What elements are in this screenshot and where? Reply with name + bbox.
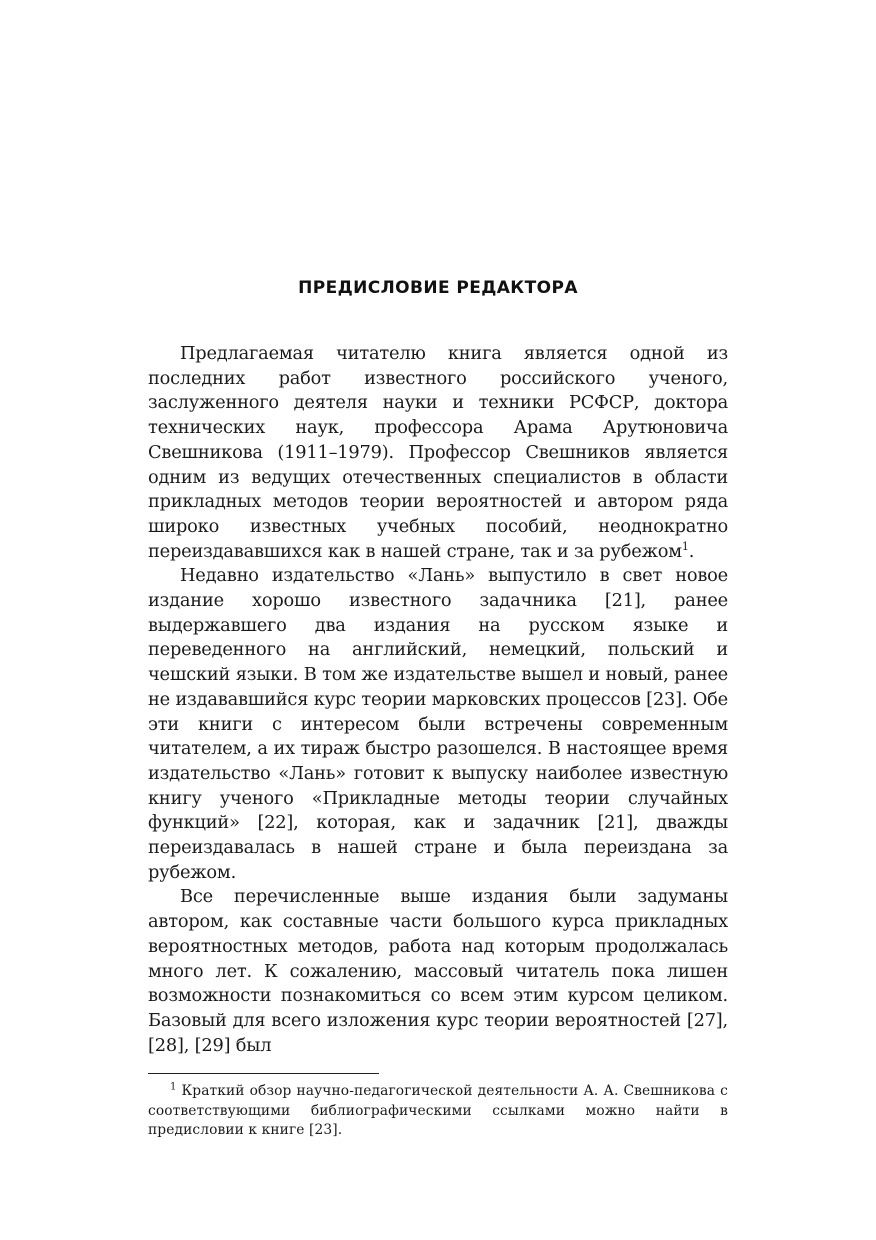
paragraph-1-end: . <box>688 540 695 562</box>
paragraph-3-text: Все перечисленные выше издания были задуманы автором, как составные части большого курса прикладных вероятностных методов, работа над которым продолжалась много лет. К сожалению, массовый читатель пока лишен возможности познакомиться со всем этим курсом целиком. Базовый для всего изложения курс теории вероятностей [27], [28], [29] был <box>148 886 728 1056</box>
body-text <box>148 342 728 1058</box>
footnote-text: Краткий обзор научно-педагогической деятельности А. А. Свешникова с соответствующими библиографическими ссылками можно найти в предисловии к книге [23]. <box>148 1083 728 1138</box>
page-content <box>148 276 728 1140</box>
paragraph-1 <box>148 342 728 564</box>
paragraph-1-text: Предлагаемая читателю книга является одной из последних работ известного российского ученого, заслуженного деятеля науки и техники РСФСР, доктора технических наук, профессора Арама Арутюновича Свешникова (1911–1979). Профессор Свешников является одним из ведущих отечественных специалистов в области прикладных методов теории вероятностей и автором ряда широко известных учебных пособий, неоднократно переиздававшихся как в нашей стране, так и за рубежом <box>148 343 728 562</box>
page-title: ПРЕДИСЛОВИЕ РЕДАКТОРА <box>298 278 578 298</box>
footnote-number: 1 <box>170 1081 177 1093</box>
footnote-divider <box>148 1073 379 1074</box>
paragraph-2-text: Недавно издательство «Лань» выпустило в свет новое издание хорошо известного задачника [21], ранее выдержавшего два издания на русском языке и переведенного на английский, немецкий, польский и чешский языки. В том же издательстве вышел и новый, ранее не издававшийся курс теории марковских процессов [23]. Обе эти книги с интересом были встречены современным читателем, а их тираж быстро разошелся. В настоящее время издательство «Лань» готовит к выпуску наиболее известную книгу ученого «Прикладные методы теории случайных функций» [22], которая, как и задачник [21], дважды переиздавалась в нашей стране и была переиздана за рубежом. <box>148 565 728 883</box>
paragraph-2 <box>148 564 728 885</box>
footnote <box>148 1082 728 1140</box>
paragraph-3 <box>148 885 728 1058</box>
footnote-reference: 1 <box>681 539 689 553</box>
